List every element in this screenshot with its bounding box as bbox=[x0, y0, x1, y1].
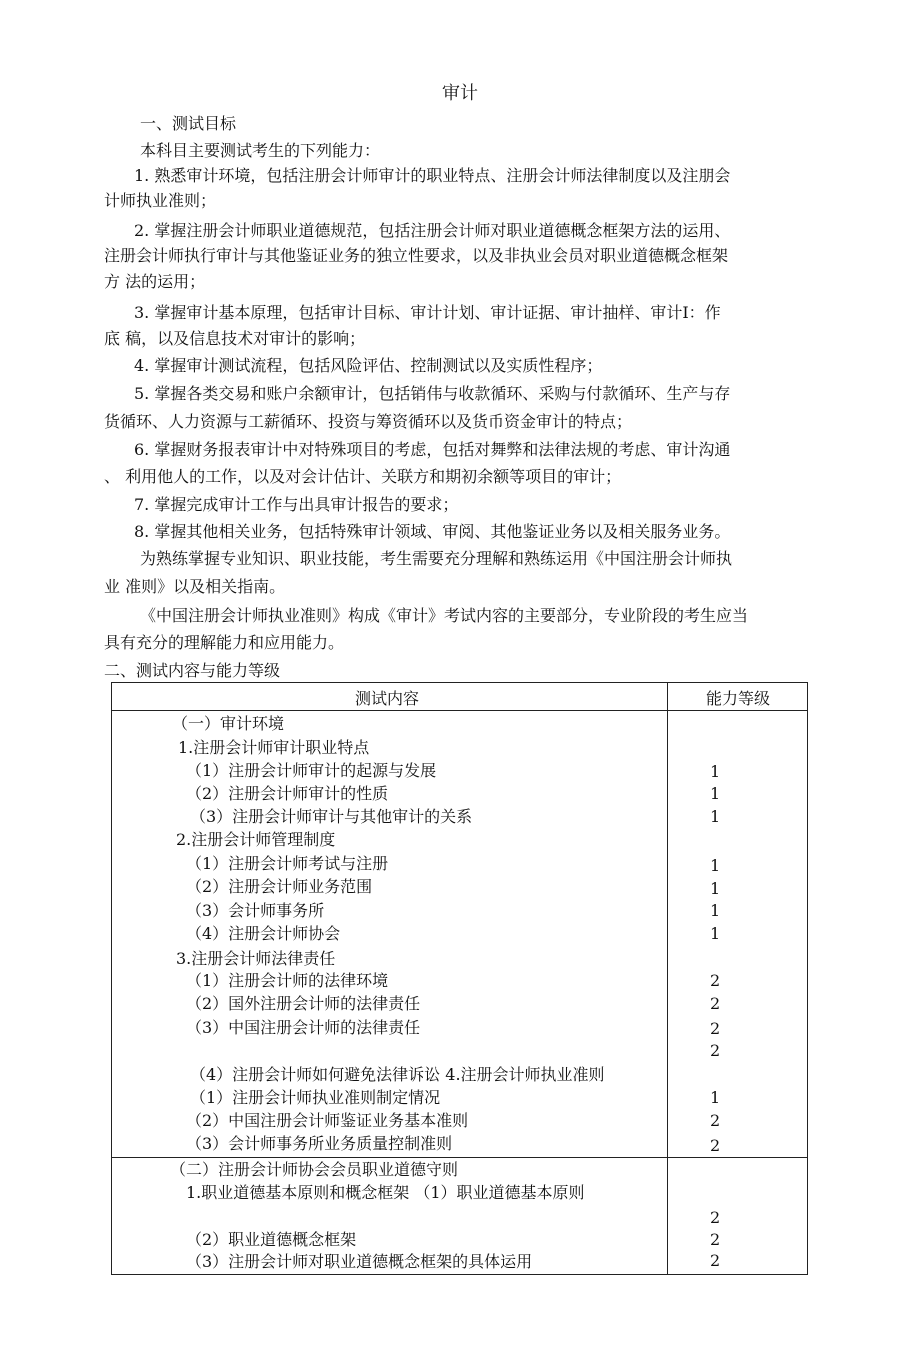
level-value: 2 bbox=[710, 1208, 721, 1227]
table-border-section bbox=[111, 1157, 808, 1158]
objective-8-line1: 8. 掌握其他相关业务，包括特殊审计领域、审阅、其他鉴证业务以及相关服务业务。 bbox=[134, 522, 731, 541]
section1-intro: 本科目主要测试考生的下列能力： bbox=[140, 141, 381, 160]
section2-heading: 二、测试内容与能力等级 bbox=[104, 661, 281, 680]
table-row: （1）注册会计师考试与注册 bbox=[186, 854, 389, 873]
table-row: （3）注册会计师审计与其他审计的关系 bbox=[190, 807, 473, 826]
section1-heading: 一、测试目标 bbox=[140, 114, 237, 133]
objective-3-line1: 3. 掌握审计基本原理，包括审计目标、审计计划、审计证据、审计抽样、审计I：作 bbox=[134, 303, 721, 322]
table-row: （2）注册会计师业务范围 bbox=[186, 877, 373, 896]
table-row: （4）注册会计师如何避免法律诉讼 4.注册会计师执业准则 bbox=[190, 1065, 605, 1084]
table-row: （一）审计环境 bbox=[172, 714, 285, 733]
table-border-divider bbox=[667, 682, 668, 1275]
objective-7-line1: 7. 掌握完成审计工作与出具审计报告的要求； bbox=[134, 495, 459, 514]
level-value: 2 bbox=[710, 1019, 721, 1038]
level-value: 2 bbox=[710, 1111, 721, 1130]
level-value: 1 bbox=[710, 762, 721, 781]
table-row: （3）会计师事务所业务质量控制准则 bbox=[186, 1134, 453, 1153]
level-value: 1 bbox=[710, 784, 721, 803]
table-border-top bbox=[111, 682, 808, 683]
table-border-header bbox=[111, 710, 808, 711]
level-value: 2 bbox=[710, 1251, 721, 1270]
level-value: 1 bbox=[710, 856, 721, 875]
table-row: （4）注册会计师协会 bbox=[186, 924, 341, 943]
objective-6-line1: 6. 掌握财务报表审计中对特殊项目的考虑，包括对舞弊和法律法规的考虑、审计沟通 bbox=[134, 440, 731, 459]
level-value: 1 bbox=[710, 879, 721, 898]
table-border-left bbox=[111, 682, 112, 1275]
objective-2-line2: 注册会计师执行审计与其他鉴证业务的独立性要求，以及非执业会员对职业道德概念框架 bbox=[104, 246, 729, 265]
table-row: 1.职业道德基本原则和概念框架 （1）职业道德基本原则 bbox=[186, 1183, 585, 1202]
paragraph-1-line2: 业 准则》以及相关指南。 bbox=[104, 577, 286, 596]
page-title: 审计 bbox=[442, 83, 478, 104]
table-row: （1）注册会计师执业准则制定情况 bbox=[190, 1088, 441, 1107]
table-row: 3.注册会计师法律责任 bbox=[176, 949, 336, 968]
table-row: （2）职业道德概念框架 bbox=[186, 1230, 357, 1249]
paragraph-1-line1: 为熟练掌握专业知识、职业技能，考生需要充分理解和熟练运用《中国注册会计师执 bbox=[140, 549, 733, 568]
table-row: （2）国外注册会计师的法律责任 bbox=[186, 994, 421, 1013]
level-value: 1 bbox=[710, 924, 721, 943]
objective-1-line1: 1. 熟悉审计环境，包括注册会计师审计的职业特点、注册会计师法律制度以及注朋会 bbox=[134, 166, 731, 185]
level-value: 2 bbox=[710, 994, 721, 1013]
table-row: （3）注册会计师对职业道德概念框架的具体运用 bbox=[186, 1252, 533, 1271]
objective-6-line2: 、 利用他人的工作，以及对会计估计、关联方和期初余额等项目的审计； bbox=[104, 467, 622, 486]
table-row: 1.注册会计师审计职业特点 bbox=[178, 738, 370, 757]
table-row: 2.注册会计师管理制度 bbox=[176, 830, 336, 849]
objective-5-line2: 货循环、人力资源与工薪循环、投资与筹资循环以及货币资金审计的特点； bbox=[104, 412, 633, 431]
level-value: 2 bbox=[710, 1136, 721, 1155]
column-header-level: 能力等级 bbox=[706, 689, 771, 708]
table-row: （2）中国注册会计师鉴证业务基本准则 bbox=[186, 1111, 469, 1130]
level-value: 2 bbox=[710, 1230, 721, 1249]
level-value: 1 bbox=[710, 901, 721, 920]
paragraph-2-line1: 《中国注册会计师执业准则》构成《审计》考试内容的主要部分，专业阶段的考生应当 bbox=[140, 606, 749, 625]
level-value: 2 bbox=[710, 971, 721, 990]
objective-2-line3: 方 法的运用； bbox=[104, 272, 206, 291]
table-border-bottom bbox=[111, 1274, 808, 1275]
column-header-content: 测试内容 bbox=[355, 689, 420, 708]
table-row: （二）注册会计师协会会员职业道德守则 bbox=[170, 1160, 459, 1179]
table-row: （1）注册会计师审计的起源与发展 bbox=[186, 761, 437, 780]
level-value: 1 bbox=[710, 1088, 721, 1107]
table-border-right bbox=[807, 682, 808, 1275]
objective-3-line2: 底 稿，以及信息技术对审计的影响； bbox=[104, 329, 366, 348]
table-row: （3）中国注册会计师的法律责任 bbox=[186, 1018, 421, 1037]
table-row: （1）注册会计师的法律环境 bbox=[186, 971, 389, 990]
objective-2-line1: 2. 掌握注册会计师职业道德规范，包括注册会计师对职业道德概念框架方法的运用、 bbox=[134, 221, 731, 240]
level-value: 2 bbox=[710, 1041, 721, 1060]
paragraph-2-line2: 具有充分的理解能力和应用能力。 bbox=[104, 633, 345, 652]
table-row: （3）会计师事务所 bbox=[186, 901, 325, 920]
table-row: （2）注册会计师审计的性质 bbox=[186, 784, 389, 803]
level-value: 1 bbox=[710, 807, 721, 826]
objective-5-line1: 5. 掌握各类交易和账户余额审计，包括销伟与收款循环、采购与付款循环、生产与存 bbox=[134, 384, 731, 403]
objective-1-line2: 计师执业准则； bbox=[104, 191, 217, 210]
objective-4-line1: 4. 掌握审计测试流程，包括风险评估、控制测试以及实质性程序； bbox=[134, 356, 603, 375]
